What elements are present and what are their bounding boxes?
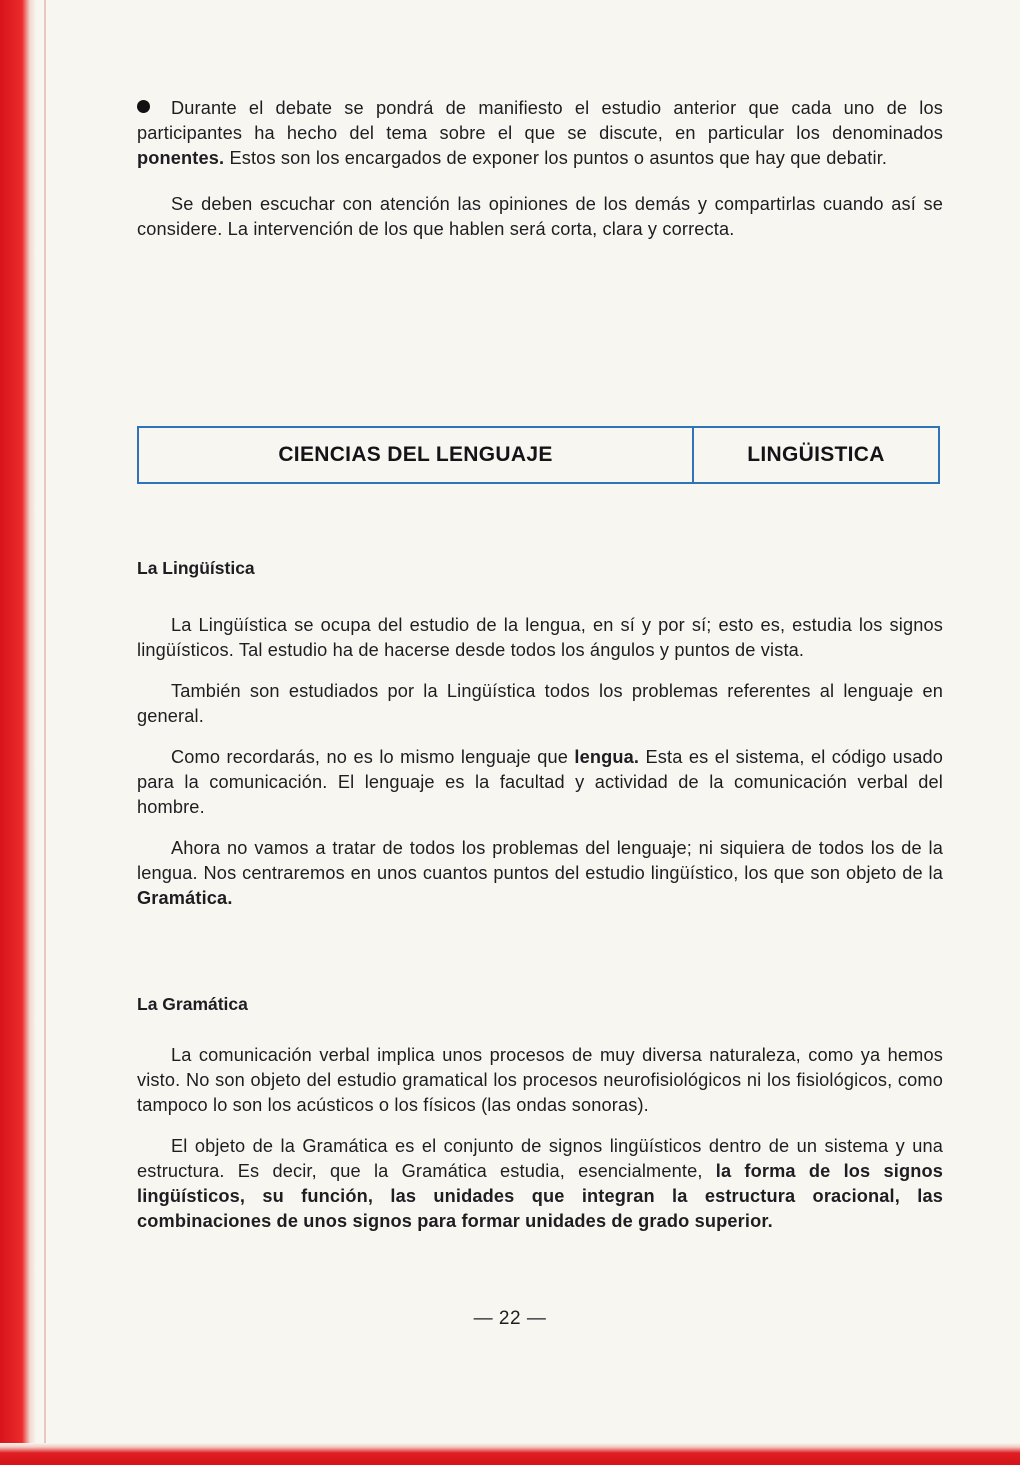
p2-text: El objeto de la Gramática es el conjunto de signos lingüísticos dentro de un sistema y una estructura. Es decir, que la Gramática estudia, esencialmente, [137, 1136, 943, 1181]
intro-text: Durante el debate se pondrá de manifiesto el estudio anterior que cada uno de los participantes ha hecho del tema sobre el que se discute, en particular los denominados [137, 98, 943, 143]
title-linguistica: LINGÜISTICA [747, 443, 885, 466]
bullet-icon [137, 100, 150, 113]
intro-paragraph-2: Se deben escuchar con atención las opiniones de los demás y compartirlas cuando así se considere. La intervención de los que hablen será corta, clara y correcta. [137, 194, 943, 239]
gramatica-section [137, 1043, 943, 1234]
linguistica-section [137, 613, 943, 911]
intro-text-end: Estos son los encargados de exponer los puntos o asuntos que hay que debatir. [224, 148, 888, 168]
p3-text-end: Esta es el sistema, el código usado para la comunicación. El lenguaje es la facultad y actividad de la comunicación verbal del hombre. [137, 747, 943, 817]
gramatica-definition-bold: la forma de los signos lingüísticos, su función, las unidades que integran la estructura oracional, las combinaciones de unos signos para formar unidades de grado superior. [137, 1161, 943, 1231]
p3-text: Como recordarás, no es lo mismo lenguaje que [171, 747, 575, 767]
linguistica-paragraph-1: La Lingüística se ocupa del estudio de la lengua, en sí y por sí; esto es, estudia los signos lingüísticos. Tal estudio ha de hacerse desde todos los ángulos y puntos de vista. [137, 615, 943, 660]
red-bottom-edge [0, 1443, 1020, 1465]
heading-la-gramatica: La Gramática [137, 994, 248, 1014]
binding-rule [44, 0, 46, 1465]
p4-text: Ahora no vamos a tratar de todos los problemas del lenguaje; ni siquiera de todos los de la lengua. Nos centraremos en unos cuantos puntos del estudio lingüístico, los que son objeto de la [137, 838, 943, 883]
title-ciencias-del-lenguaje: CIENCIAS DEL LENGUAJE [139, 428, 694, 482]
linguistica-paragraph-2: También son estudiados por la Lingüística todos los problemas referentes al lenguaje en general. [137, 681, 943, 726]
gramatica-paragraph-1: La comunicación verbal implica unos procesos de muy diversa naturaleza, como ya hemos visto. No son objeto del estudio gramatical los procesos neurofisiológicos ni los fisiológicos, como tampoco lo son los acústicos o los físicos (las ondas sonoras). [137, 1045, 943, 1115]
page-number: — 22 — [473, 1308, 547, 1329]
intro-section [137, 96, 943, 242]
lengua-term: lengua. [574, 747, 640, 767]
section-title-box [137, 426, 940, 484]
gramatica-term: Gramática. [137, 888, 233, 908]
heading-la-linguistica: La Lingüística [137, 558, 255, 578]
linguistica-paragraph-4 [137, 836, 943, 911]
red-binding-edge [0, 0, 36, 1465]
intro-paragraph-1 [137, 96, 943, 171]
ponentes-term: ponentes. [137, 148, 225, 168]
gramatica-paragraph-2 [137, 1134, 943, 1234]
linguistica-paragraph-3 [137, 745, 943, 820]
